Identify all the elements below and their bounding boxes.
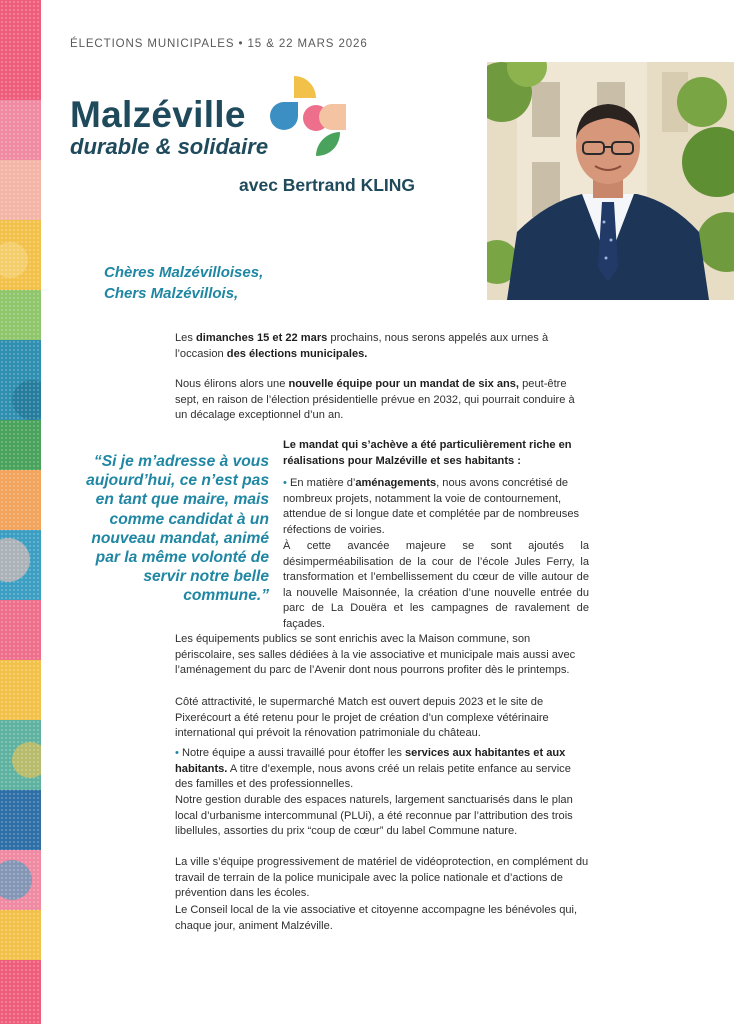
paragraph-espaces-naturels: Notre gestion durable des espaces naturels, largement sanctuarisés dans le plan local d’urbanisme intercommunal (PLUi), a été reconnue par l’attribution des trois libellules, assorties du prix “coup de cœur” du label Commune nature. — [175, 794, 573, 838]
decorative-side-band — [0, 0, 41, 1024]
salutation-line-2: Chers Malzévillois, — [104, 285, 239, 302]
bullet: • — [175, 747, 179, 759]
logo-title: Malzéville — [70, 94, 246, 135]
salutation-line-1: Chères Malzévilloises, — [104, 264, 264, 281]
candidate-name: avec Bertrand KLING — [239, 175, 416, 195]
logo-petals-icon — [268, 74, 352, 158]
candidate-photo — [487, 62, 734, 300]
paragraph-attractivite: Côté attractivité, le supermarché Match est ouvert depuis 2023 et le site de Pixerécourt a été retenu pour le projet de création d’un complexe vétérinaire international qui prévoit la rénovation patrimoniale du château. — [175, 696, 549, 740]
paragraph-equipements: Les équipements publics se sont enrichis avec la Maison commune, son périscolaire, ses salles dédiées à la vie associative et municipale mais aussi avec l’aménagement du parc de l’Avenir dont nous pourrons profiter dès le printemps. — [175, 633, 576, 677]
election-date-line: ÉLECTIONS MUNICIPALES • 15 & 22 MARS 2026 — [70, 38, 368, 50]
paragraph-services: • Notre équipe a aussi travaillé pour étoffer les services aux habitantes et aux habitants. A titre d’exemple, nous avons créé un relais petite enfance au service des familles et des professionnelles. — [175, 747, 571, 791]
paragraph-avancee: À cette avancée majeure se sont ajoutés la désimperméabilisation de la cour de l’école Jules Ferry, la transformation et l’embellissement du cœur de ville autour de la nouvelle Maisonnée, la création d’une nouvelle entrée du parc de La Douëra et les campagnes de ravalement de façades. — [283, 540, 589, 630]
paragraph-videoprotection: La ville s’équipe progressivement de matériel de vidéoprotection, en complément du travail de terrain de la police municipale avec la police nationale et d’actions de prévention dans les écoles. — [175, 856, 589, 900]
salutation — [104, 262, 263, 304]
paragraph-mandate: Nous élirons alors une nouvelle équipe pour un mandat de six ans, peut-être sept, en raison de l’élection présidentielle prévue en 2032, qui pourrait conduire à un décalage exceptionnel d’un an. — [175, 378, 575, 422]
paragraph-conseil-local: Le Conseil local de la vie associative et citoyenne accompagne les bénévoles qui, chaque jour, animent Malzéville. — [175, 904, 578, 932]
paragraph-achievements-intro: Le mandat qui s’achève a été particulièrement riche en réalisations pour Malzéville et ses habitants : — [283, 439, 572, 467]
logo-subtitle: durable & solidaire — [70, 134, 269, 159]
paragraph-election-dates: Les dimanches 15 et 22 mars prochains, nous serons appelés aux urnes à l’occasion des élections municipales. — [175, 332, 549, 360]
pull-quote: “Si je m’adresse à vous aujourd’hui, ce n’est pas en tant que maire, mais comme candidat à un nouveau mandat, animé par la même volonté de servir notre belle commune.” — [86, 453, 269, 605]
bullet: • — [283, 477, 287, 489]
paragraph-amenagements: • En matière d’aménagements, nous avons concrétisé de nombreux projets, notamment la voie de contournement, attendue de si longue date et complétée par de nombreuses réfections de voiries. — [283, 477, 580, 536]
